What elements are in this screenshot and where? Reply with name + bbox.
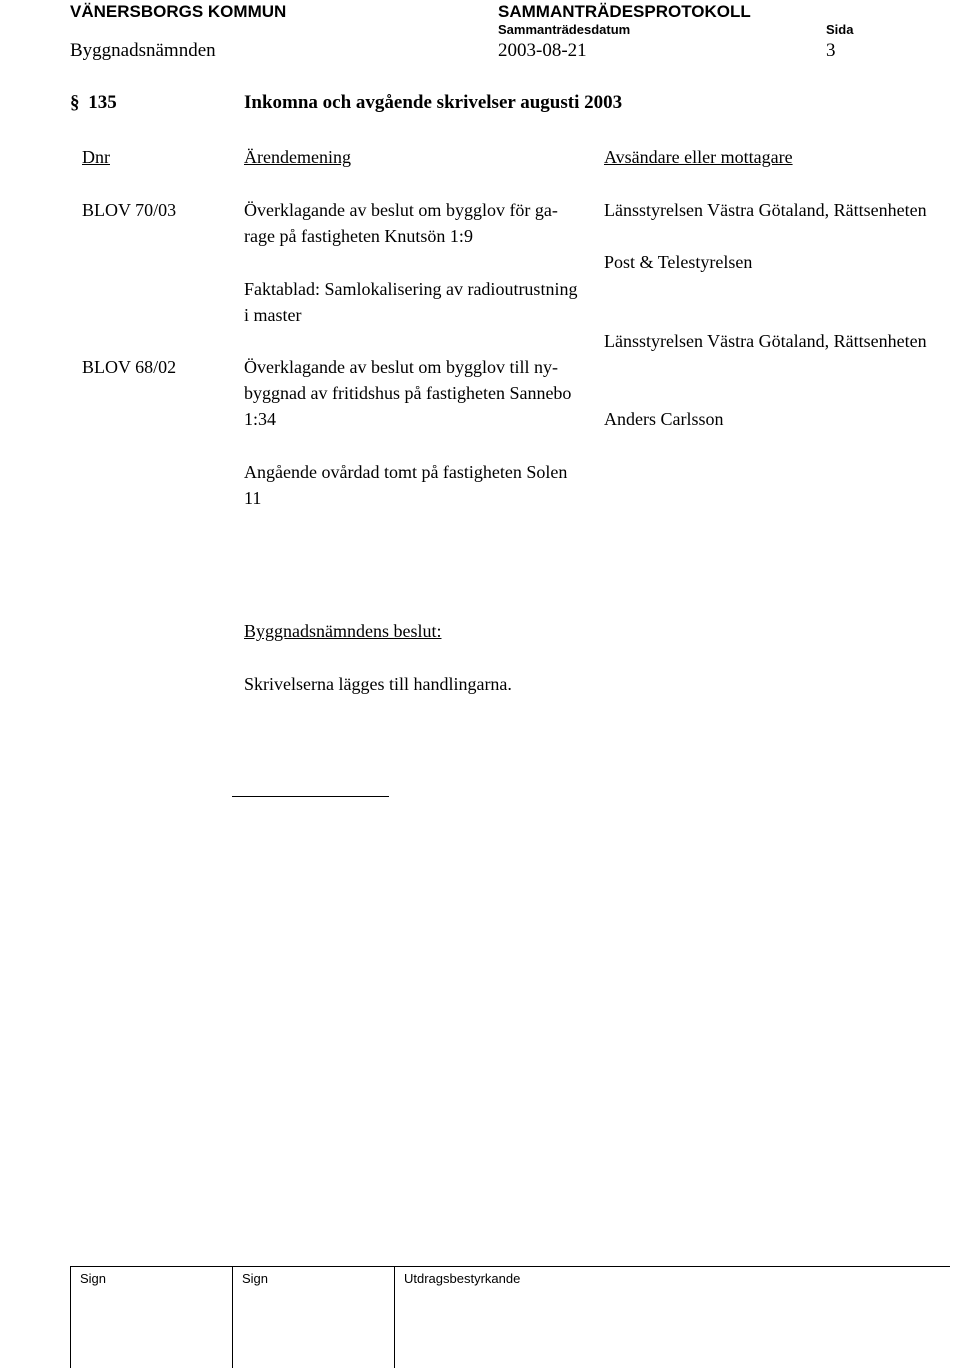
document-type: SAMMANTRÄDESPROTOKOLL <box>498 2 751 21</box>
footer-top-line <box>70 1266 950 1267</box>
footer-sign-1: Sign <box>80 1271 107 1286</box>
subject-entry-4 <box>244 459 567 511</box>
subject-entry-1-line-2: rage på fastigheten Knutsön 1:9 <box>244 226 473 246</box>
decision-text: Skrivelserna lägges till handlingarna. <box>244 674 512 694</box>
dnr-entry-2: BLOV 68/02 <box>82 357 177 377</box>
footer-sign-2: Sign <box>242 1271 269 1286</box>
end-separator-line <box>232 796 389 797</box>
sender-entry-2: Post & Telestyrelsen <box>604 252 753 272</box>
dnr-entry-1: BLOV 70/03 <box>82 200 177 220</box>
column-heading-subject: Ärendemening <box>244 147 351 167</box>
subject-entry-1-line-1: Överklagande av beslut om bygglov för ga- <box>244 200 558 220</box>
decision-heading: Byggnadsnämndens beslut: <box>244 621 442 641</box>
meeting-date-label: Sammanträdesdatum <box>498 22 631 37</box>
section-number: 135 <box>88 92 117 113</box>
subject-entry-2 <box>244 276 577 328</box>
meeting-date: 2003-08-21 <box>498 40 587 61</box>
page-number: 3 <box>826 40 836 61</box>
footer-divider-1 <box>70 1266 71 1368</box>
column-heading-dnr: Dnr <box>82 147 110 167</box>
sender-entry-4: Anders Carlsson <box>604 409 724 429</box>
subject-entry-3-line-2: byggnad av fritidshus på fastigheten Sannebo <box>244 383 572 403</box>
page-label: Sida <box>826 22 854 37</box>
subject-entry-2-line-2: i master <box>244 305 302 325</box>
footer-extract-certification: Utdragsbestyrkande <box>404 1271 521 1286</box>
footer-divider-2 <box>232 1266 233 1368</box>
sender-entry-1: Länsstyrelsen Västra Götaland, Rättsenheten <box>604 200 927 220</box>
sender-entry-3: Länsstyrelsen Västra Götaland, Rättsenheten <box>604 331 927 351</box>
paragraph-mark: § <box>70 92 80 113</box>
section-heading <box>70 92 117 114</box>
municipality-name: VÄNERSBORGS KOMMUN <box>70 2 287 21</box>
subject-entry-3 <box>244 354 571 432</box>
footer-divider-3 <box>394 1266 395 1368</box>
subject-entry-4-line-1: Angående ovårdad tomt på fastigheten Solen <box>244 462 568 482</box>
subject-entry-1 <box>244 197 558 249</box>
subject-entry-3-line-1: Överklagande av beslut om bygglov till ny- <box>244 357 558 377</box>
subject-entry-4-line-2: 11 <box>244 488 262 508</box>
committee-name: Byggnadsnämnden <box>70 40 216 61</box>
section-title: Inkomna och avgående skrivelser augusti 2003 <box>244 92 623 113</box>
column-heading-sender: Avsändare eller mottagare <box>604 147 793 167</box>
subject-entry-3-line-3: 1:34 <box>244 409 277 429</box>
subject-entry-2-line-1: Faktablad: Samlokalisering av radioutrustning <box>244 279 578 299</box>
